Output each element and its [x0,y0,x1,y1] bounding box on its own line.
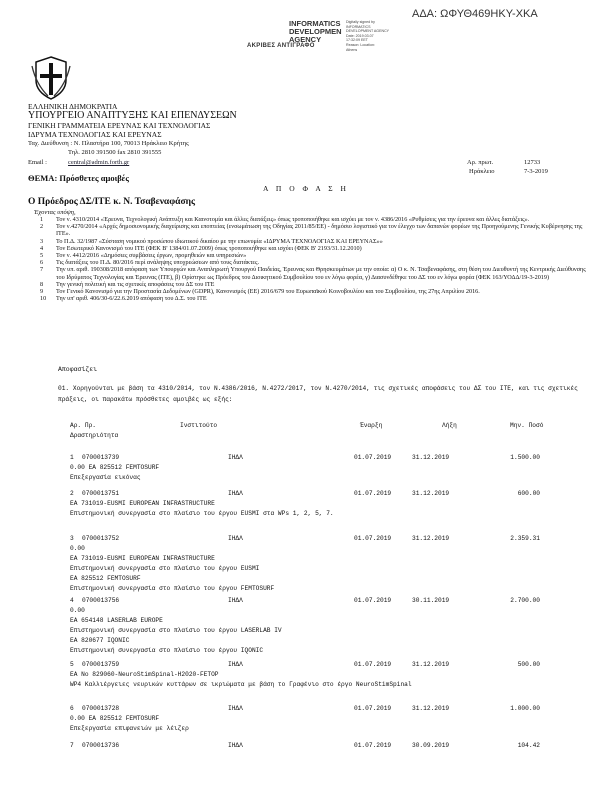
list-item: 6 Τις διατάξεις του Π.Δ. 80/2016 περί ανάληψης υποχρεώσεων από τους διατάκτες. [40,259,260,267]
row-start-date: 01.07.2019 [354,661,392,668]
list-item: 10 Την υπ' αριθ. 406/30-6/22.6.2019 απόφαση του Δ.Σ. του ΙΤΕ [40,295,207,303]
row-institute: ΙΗΔΛ [228,535,243,542]
col-header-institute: Ινστιτούτο [180,422,218,429]
row-protocol-number: 0700013752 [82,535,120,542]
foundation-name: ΙΔΡΥΜΑ ΤΕΧΝΟΛΟΓΙΑΣ ΚΑΙ ΕΡΕΥΝΑΣ [28,130,162,139]
row-end-date: 30.09.2019 [412,742,450,749]
row-institute: ΙΗΔΛ [228,597,243,604]
protocol-date: 7-3-2019 [524,168,548,175]
list-item: 2 Τον ν.4270/2014 «Αρχές δημοσιονομικής διαχείρισης και εποπτείας (ενσωμάτωση της Οδηγίας 2011/85/ΕΕ) - δημόσιο λογιστικό για τον έλεγχο των δαπανών φορέων της Προηγούμενης Γενικής Κυβέρνησης της ΙΤΕ». [40,223,583,238]
stamp-line-3: AGENCY [289,35,322,44]
row-detail-line: ΕΑ 825512 FEMTOSURF [70,575,141,582]
row-start-date: 01.07.2019 [354,705,392,712]
subject-line: ΘΕΜΑ: Πρόσθετες αμοιβές [28,173,129,183]
row-protocol-number: 0700013728 [82,705,120,712]
row-protocol-number: 0700013759 [82,661,120,668]
row-detail-line: ΕΑ 731019-EUSMI EUROPEAN INFRASTRUCTURE [70,555,215,562]
row-amount: 104.42 [517,742,540,749]
row-detail-line: Επιστημονική συνεργασία στο πλαίσιο του έργου LASERLAB IV [70,627,282,634]
row-index: 1 [70,454,74,461]
list-item: 4 Τον Εσωτερικό Κανονισμό του ΙΤΕ (ΦΕΚ Β' 1384/01.07.2009) όπως τροποποιήθηκε και ισχύει (ΦΕΚ Β' 2193/31.12.2010) [40,244,362,252]
ada-code: ΑΔΑ: ΩΦΥΘ469ΗΚΥ-ΧΚΑ [412,8,538,20]
email-link[interactable]: central@admin.forth.gr [68,159,130,166]
row-institute: ΙΗΔΛ [228,742,243,749]
row-index: 6 [70,705,74,712]
secretariat-name: ΓΕΝΙΚΗ ΓΡΑΜΜΑΤΕΙΑ ΕΡΕΥΝΑΣ ΚΑΙ ΤΕΧΝΟΛΟΓΙΑΣ [28,121,211,130]
col-header-amount: Μην. Ποσό [510,422,544,429]
row-detail-line: ΕΑ Νο 829060-NeuroStimSpinal-H2020-FETOP [70,671,219,678]
row-detail-line: Επιστημονική συνεργασία στο πλαίσιο του έργου IQONIC [70,647,264,654]
col-header-end: Λήξη [442,422,457,429]
row-index: 3 [70,535,74,542]
article-1-text: 01. Χορηγούνται με βάση τα 4310/2014, τον Ν.4386/2016, Ν.4272/2017, τον Ν.4270/2014, τις σχετικές αποφάσεις του ΔΣ του ΙΤΕ, και τις σχετικές πράξεις, οι παρακάτω πρόσθετες αμοιβές ως εξής: [58,385,578,403]
row-start-date: 01.07.2019 [354,535,392,542]
row-amount: 500.00 [517,661,540,668]
row-detail-line: Επιστημονική συνεργασία στο πλαίσιο του έργου FEMTOSURF [70,585,275,592]
row-index: 4 [70,597,74,604]
row-protocol-number: 0700013751 [82,490,120,497]
stamp-signature-details: Digitally signed by INFORMATICS DEVELOPMENT AGENCY Date: 2019.03.07 17:32:09 EET Reason: Location: Athens [346,20,390,52]
row-detail-line: 0.00 ΕΑ 825512 FEMTOSURF [70,464,160,471]
stamp-copy-label: ΑΚΡΙΒΕΣ ΑΝΤΙΓΡΑΦΟ [247,43,315,49]
row-index: 7 [70,742,74,749]
having-considered: Έχοντας υπόψη, [34,209,76,216]
row-end-date: 31.12.2019 [412,454,450,461]
row-amount: 1.500.00 [510,454,540,461]
list-item: 8 Την γενική πολιτική και τις σχετικές αποφάσεις του ΔΣ του ΙΤΕ [40,280,215,288]
list-item: 1 Τον ν. 4310/2014 «Έρευνα, Τεχνολογική Ανάπτυξη και Καινοτομία και άλλες διατάξεις» όπως τροποποιήθηκε και ισχύει με τον ν. 4386/2016 «Ρυθμίσεις για την έρευνα και άλλες διατάξεις». [40,216,530,223]
greek-emblem-icon [30,56,72,100]
col-header-start: Έναρξη [360,422,383,429]
row-end-date: 30.11.2019 [412,597,450,604]
ministry-name: ΥΠΟΥΡΓΕΙΟ ΑΝΑΠΤΥΞΗΣ ΚΑΙ ΕΠΕΝΔΥΣΕΩΝ [28,110,237,121]
row-start-date: 01.07.2019 [354,742,392,749]
row-protocol-number: 0700013756 [82,597,120,604]
row-institute: ΙΗΔΛ [228,705,243,712]
digital-signature-stamp [289,20,342,44]
stamp-line-2: DEVELOPMEN [289,27,342,36]
considerations-list [28,216,588,302]
row-end-date: 31.12.2019 [412,535,450,542]
stamp-line-1: INFORMATICS [289,19,341,28]
row-detail-line: Επεξεργασία εικόνας [70,474,141,481]
row-amount: 2.359.31 [510,535,540,542]
col-header-protocol: Αρ. Πρ. [70,422,96,429]
phone-fax: Τηλ. 2810 391500 fax 2810 391555 [68,149,162,156]
list-item: 9 Τον Γενικό Κανονισμό για την Προστασία Δεδομένων (GDPR), Κανονισμός (ΕΕ) 2016/679 του Ευρωπαϊκού Κοινοβουλίου και του Συμβουλίου, της 27ης Απριλίου 2016. [40,288,480,296]
row-institute: ΙΗΔΛ [228,454,243,461]
row-index: 5 [70,661,74,668]
row-detail-line: Επεξεργασία επιφανειών με λέιζερ [70,725,189,732]
row-end-date: 31.12.2019 [412,490,450,497]
row-detail-line: Επιστημονική συνεργασία στο πλαίσιο του έργου EUSMI [70,565,260,572]
row-amount: 1.000.00 [510,705,540,712]
president-heading: Ο Πρόεδρος ΔΣ/ΙΤΕ κ. Ν. Τσαβεναφάσης [28,197,196,207]
col-header-activity: Δραστηριότητα [70,432,119,439]
row-institute: ΙΗΔΛ [228,661,243,668]
row-detail-line: ΕΑ 731019-EUSMI EUROPEAN INFRASTRUCTURE [70,500,215,507]
protocol-number-label: Αρ. πρωτ. [467,159,494,166]
row-protocol-number: 0700013739 [82,454,120,461]
row-end-date: 31.12.2019 [412,705,450,712]
row-detail-line: Επιστημονική συνεργασία στο πλαίσιο του έργου EUSMI στα WPs 1, 2, 5, 7. [70,510,334,517]
email-label: Email : [28,159,47,166]
row-start-date: 01.07.2019 [354,597,392,604]
row-detail-line: 0.00 ΕΑ 825512 FEMTOSURF [70,715,160,722]
row-amount: 2.700.00 [510,597,540,604]
list-item: 5 Τον ν. 4412/2016 «Δημόσιες συμβάσεις έργων, προμηθειών και υπηρεσιών» [40,252,247,260]
row-detail-line: 0.00 [70,545,85,552]
protocol-place: Ηράκλειο [469,168,495,175]
row-detail-line: 0.00 [70,607,85,614]
address: Ταχ. Διεύθυνση : Ν. Πλαστήρα 100, 70013 Ηράκλειο Κρήτης [28,140,189,147]
decision-title: Α Π Ο Φ Α Σ Η [263,184,349,193]
row-start-date: 01.07.2019 [354,454,392,461]
row-detail-line: ΕΑ 820677 IQONIC [70,637,130,644]
list-item: 3 Το Π.Δ. 32/1987 «Σύσταση νομικού προσώπου ιδιωτικού δικαίου με την επωνυμία «ΙΔΡΥΜΑ ΤΕΧΝΟΛΟΓΙΑΣ ΚΑΙ ΕΡΕΥΝΑΣ»» [40,237,383,245]
country-name: ΕΛΛΗΝΙΚΗ ΔΗΜΟΚΡΑΤΙΑ [28,102,118,111]
row-protocol-number: 0700013736 [82,742,120,749]
protocol-number: 12733 [524,159,541,166]
row-detail-line: WP4 Καλλιέργειες νευρικών κυττάρων σε ικριώματα με βάση το Γραφένιο στο έργο NeuroStimSpinal [70,681,412,688]
row-end-date: 31.12.2019 [412,661,450,668]
list-item: 7 Την υπ. αριθ. 190308/2018 απόφαση των Υπουργών και Αναπληρωτή Υπουργού Παιδείας, Έρευνας και Θρησκευμάτων με την οποία: α) Ο κ. Ν. Τσαβεναφάσης, στη θέση του Διευθυντή της Κεντρικής Διεύθυνσης του Ιδρύματος Τεχνολογίας και Έρευνας (ΙΤΕ), β) Ορίστηκε ως Πρόεδρος του Διοικητικού Συμβουλίου του εν λόγω φορέα, γ) Διασυνδέθηκε του ΔΣ του εν λόγω φορέα (ΦΕΚ 163/ΥΟΔΔ/19-3-2019) [40,266,586,281]
row-institute: ΙΗΔΛ [228,490,243,497]
decides-label: Αποφασίζει [58,366,98,373]
row-detail-line: ΕΑ 654148 LASERLAB EUROPE [70,617,163,624]
row-start-date: 01.07.2019 [354,490,392,497]
row-amount: 600.00 [517,490,540,497]
row-index: 2 [70,490,74,497]
